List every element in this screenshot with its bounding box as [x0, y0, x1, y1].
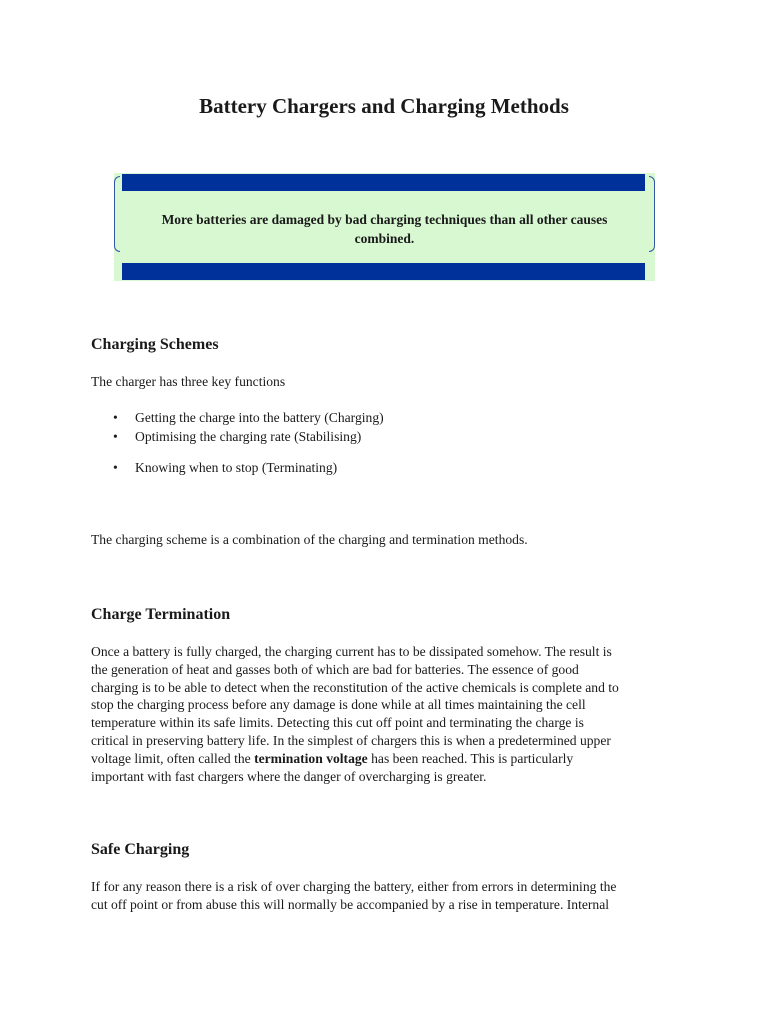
- list-item: [113, 428, 361, 446]
- paragraph-line: cut off point or from abuse this will normally be accompanied by a rise in temperature. Internal: [91, 897, 610, 912]
- callout-right-bracket: [649, 176, 655, 252]
- bullet-icon: •: [113, 429, 118, 444]
- paragraph-line: [91, 750, 681, 768]
- list-item-text: Knowing when to stop (Terminating): [135, 460, 338, 475]
- term-termination-voltage: termination voltage: [254, 751, 368, 766]
- charging-schemes-summary: The charging scheme is a combination of the charging and termination methods.: [91, 532, 528, 547]
- list-item: [113, 459, 337, 477]
- line-text: voltage limit, often called the: [91, 751, 255, 766]
- paragraph-line: critical in preserving battery life. In the simplest of chargers this is when a predetermined upper: [91, 733, 611, 748]
- page-title: Battery Chargers and Charging Methods: [199, 94, 569, 118]
- paragraph-line: the generation of heat and gasses both of which are bad for batteries. The essence of good: [91, 662, 579, 677]
- bullet-icon: •: [113, 410, 118, 425]
- charging-schemes-intro: The charger has three key functions: [91, 374, 286, 389]
- paragraph-line: temperature within its safe limits. Detecting this cut off point and terminating the charge is: [91, 715, 584, 730]
- heading-safe-charging: Safe Charging: [91, 841, 190, 858]
- callout-top-bar: [122, 174, 645, 191]
- bullet-icon: •: [113, 460, 118, 475]
- paragraph-line: If for any reason there is a risk of over charging the battery, either from errors in determining the: [91, 879, 617, 894]
- paragraph-line: important with fast chargers where the danger of overcharging is greater.: [91, 769, 487, 784]
- paragraph-line: charging is to be able to detect when the reconstitution of the active chemicals is complete and to: [91, 680, 619, 695]
- callout-box: [114, 173, 655, 281]
- callout-text: More batteries are damaged by bad charging techniques than all other causes combined.: [161, 212, 608, 246]
- callout-bottom-bar: [122, 263, 645, 280]
- heading-charge-termination: Charge Termination: [91, 606, 231, 623]
- heading-charging-schemes: Charging Schemes: [91, 336, 219, 353]
- list-item: [113, 409, 384, 427]
- paragraph-line: Once a battery is fully charged, the charging current has to be dissipated somehow. The result is: [91, 644, 612, 659]
- list-item-text: Optimising the charging rate (Stabilising): [135, 429, 362, 444]
- callout-left-bracket: [114, 176, 120, 252]
- paragraph-line: stop the charging process before any damage is done while at all times maintaining the cell: [91, 697, 586, 712]
- list-item-text: Getting the charge into the battery (Charging): [135, 410, 384, 425]
- line-text: has been reached. This is particularly: [367, 751, 574, 766]
